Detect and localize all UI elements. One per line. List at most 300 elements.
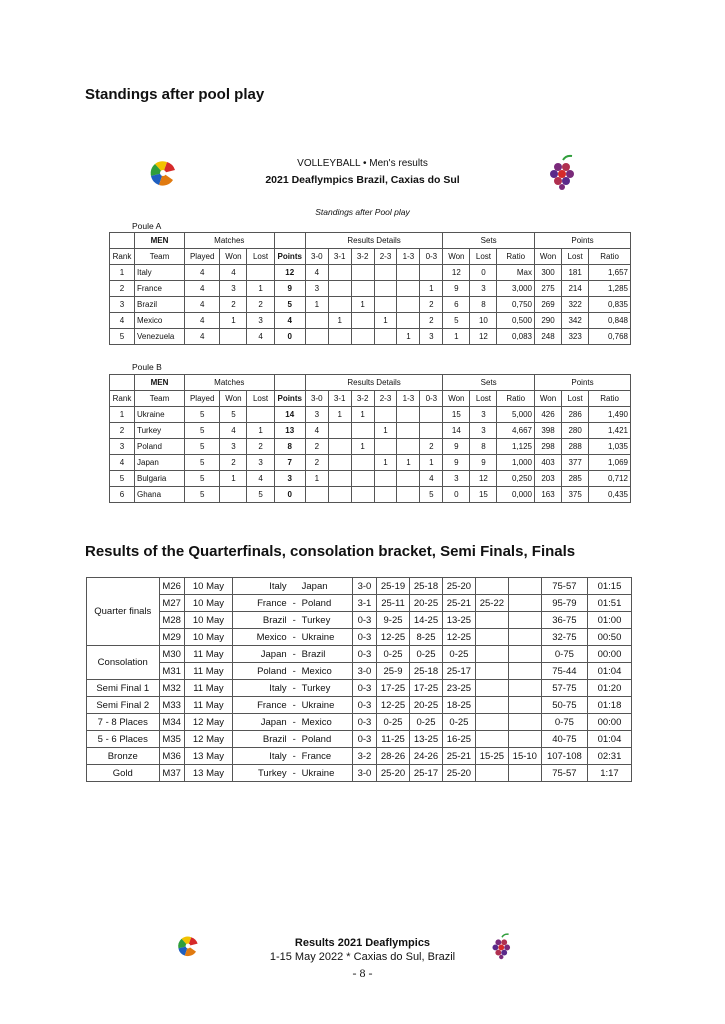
result-away: Turkey (300, 612, 353, 629)
table-cell: 12 (470, 329, 497, 345)
table-cell: 163 (535, 487, 562, 503)
table-row (110, 329, 631, 345)
table-cell (328, 423, 351, 439)
table-cell: 5 (247, 487, 274, 503)
table-cell: Turkey (135, 423, 185, 439)
table-cell (328, 281, 351, 297)
result-s5 (508, 680, 541, 697)
table-cell: 0,835 (589, 297, 631, 313)
table-cell: 4 (305, 423, 328, 439)
table-row (110, 471, 631, 487)
table-cell: 12 (274, 265, 305, 281)
stage-label: Consolation (87, 646, 160, 680)
table-cell: 2 (305, 439, 328, 455)
table-cell (374, 471, 397, 487)
table-cell (351, 313, 374, 329)
table-cell: Max (497, 265, 535, 281)
result-s2: 13-25 (410, 731, 443, 748)
table-cell: 1 (420, 455, 443, 471)
result-time: 01:51 (587, 595, 631, 612)
table-cell: 5 (185, 407, 220, 423)
table-cell: 4 (185, 265, 220, 281)
group-header-sets: Sets (443, 375, 535, 391)
result-date: 10 May (184, 578, 232, 595)
result-s2: 20-25 (410, 595, 443, 612)
column-header: 3-1 (328, 249, 351, 265)
table-cell: 0,500 (497, 313, 535, 329)
table-cell: 322 (562, 297, 589, 313)
result-away: Turkey (300, 680, 353, 697)
result-s1: 9-25 (377, 612, 410, 629)
table-cell (397, 423, 420, 439)
result-home: Mexico (233, 629, 289, 646)
result-s5 (508, 731, 541, 748)
table-cell: 1 (374, 423, 397, 439)
result-time: 00:00 (587, 714, 631, 731)
table-cell: 288 (562, 439, 589, 455)
table-cell: 377 (562, 455, 589, 471)
results-title: Results of the Quarterfinals, consolation bracket, Semi Finals, Finals (85, 543, 576, 560)
result-s1: 12-25 (377, 697, 410, 714)
table-cell: 4 (274, 313, 305, 329)
table-cell (397, 313, 420, 329)
result-s4 (475, 714, 508, 731)
result-sep: - (289, 680, 300, 697)
result-date: 13 May (184, 765, 232, 782)
table-cell: 8 (470, 297, 497, 313)
table-row (110, 297, 631, 313)
header-line-2: 2021 Deaflympics Brazil, Caxias do Sul (265, 174, 460, 186)
table-cell (397, 487, 420, 503)
stage-label: Quarter finals (87, 578, 160, 646)
column-header: Played (185, 249, 220, 265)
result-points: 0-75 (541, 714, 587, 731)
table-cell: 0,250 (497, 471, 535, 487)
pool-b-label: Poule B (132, 362, 162, 372)
table-cell: 15 (470, 487, 497, 503)
result-time: 01:18 (587, 697, 631, 714)
table-cell: 0 (470, 265, 497, 281)
table-cell: 9 (443, 281, 470, 297)
result-time: 01:00 (587, 612, 631, 629)
table-cell (374, 439, 397, 455)
table-cell: 403 (535, 455, 562, 471)
group-header-matches: Matches (185, 375, 275, 391)
table-cell: 0,712 (589, 471, 631, 487)
result-s4: 15-25 (475, 748, 508, 765)
column-header: Won (443, 249, 470, 265)
result-s4 (475, 697, 508, 714)
result-date: 10 May (184, 612, 232, 629)
table-cell: 1 (110, 265, 135, 281)
table-cell: 1 (351, 439, 374, 455)
result-s5 (508, 765, 541, 782)
result-home: Italy (233, 680, 289, 697)
result-s1: 0-25 (377, 714, 410, 731)
table-cell (351, 329, 374, 345)
column-header: Ratio (589, 249, 631, 265)
table-cell: 3 (420, 329, 443, 345)
result-date: 11 May (184, 680, 232, 697)
result-points: 50-75 (541, 697, 587, 714)
result-s1: 25-20 (377, 765, 410, 782)
table-cell (397, 281, 420, 297)
result-time: 1:17 (587, 765, 631, 782)
stage-label: Semi Final 1 (87, 680, 160, 697)
table-cell: 2 (420, 297, 443, 313)
table-cell: 426 (535, 407, 562, 423)
table-cell: 280 (562, 423, 589, 439)
table-cell: 3 (110, 439, 135, 455)
table-cell: 3 (470, 423, 497, 439)
result-s1: 25-9 (377, 663, 410, 680)
results-table (86, 577, 632, 782)
result-s4 (475, 680, 508, 697)
result-score: 0-3 (352, 680, 376, 697)
group-header-points_blank (274, 233, 305, 249)
result-away: Ukraine (300, 697, 353, 714)
table-cell (351, 487, 374, 503)
table-cell: 375 (562, 487, 589, 503)
result-s5 (508, 646, 541, 663)
result-s2: 0-25 (410, 646, 443, 663)
result-s5 (508, 697, 541, 714)
table-cell (305, 329, 328, 345)
table-cell (220, 487, 247, 503)
result-sep: - (289, 731, 300, 748)
column-header: Ratio (497, 391, 535, 407)
page-number: - 8 - (352, 966, 373, 980)
column-header: Played (185, 391, 220, 407)
table-cell: 2 (220, 455, 247, 471)
table-cell: 2 (110, 423, 135, 439)
result-away: Ukraine (300, 629, 353, 646)
result-s5 (508, 629, 541, 646)
table-cell (328, 439, 351, 455)
table-cell: Mexico (135, 313, 185, 329)
column-header: Lost (247, 391, 274, 407)
result-s4: 25-22 (475, 595, 508, 612)
table-cell: 9 (274, 281, 305, 297)
column-header: Rank (110, 249, 135, 265)
result-home: Turkey (233, 765, 289, 782)
result-date: 13 May (184, 748, 232, 765)
table-cell: 5 (185, 471, 220, 487)
table-cell (328, 487, 351, 503)
table-cell: 269 (535, 297, 562, 313)
result-s3: 25-20 (442, 578, 475, 595)
group-header-points: Points (535, 375, 631, 391)
result-s1: 25-11 (377, 595, 410, 612)
result-score: 3-0 (352, 663, 376, 680)
table-row (110, 313, 631, 329)
table-cell (397, 265, 420, 281)
column-header: Lost (562, 249, 589, 265)
column-header: Team (135, 249, 185, 265)
result-points: 75-57 (541, 765, 587, 782)
result-match: M33 (159, 697, 184, 714)
result-points: 95-79 (541, 595, 587, 612)
result-points: 75-44 (541, 663, 587, 680)
column-header: Ratio (589, 391, 631, 407)
table-cell: 5 (420, 487, 443, 503)
table-cell: 5 (110, 329, 135, 345)
result-sep: - (289, 646, 300, 663)
table-cell: 290 (535, 313, 562, 329)
result-s3: 23-25 (442, 680, 475, 697)
result-s1: 17-25 (377, 680, 410, 697)
result-time: 02:31 (587, 748, 631, 765)
table-cell (351, 471, 374, 487)
table-cell: 1,421 (589, 423, 631, 439)
result-sep: - (289, 612, 300, 629)
table-cell (328, 297, 351, 313)
table-cell (374, 487, 397, 503)
table-cell (328, 471, 351, 487)
table-cell: 3 (247, 313, 274, 329)
table-cell (351, 265, 374, 281)
result-s4 (475, 646, 508, 663)
table-cell: 1,490 (589, 407, 631, 423)
result-s4 (475, 765, 508, 782)
result-points: 57-75 (541, 680, 587, 697)
table-cell: 275 (535, 281, 562, 297)
table-cell: 3 (470, 407, 497, 423)
table-cell: 1 (443, 329, 470, 345)
result-score: 3-1 (352, 595, 376, 612)
table-cell: 1,000 (497, 455, 535, 471)
table-cell (397, 471, 420, 487)
result-time: 00:00 (587, 646, 631, 663)
result-s3: 25-21 (442, 748, 475, 765)
table-cell (351, 455, 374, 471)
table-cell: 4 (247, 471, 274, 487)
column-header: 3-0 (305, 391, 328, 407)
table-cell: 1 (397, 329, 420, 345)
table-cell: 10 (470, 313, 497, 329)
result-home: Italy (233, 748, 289, 765)
result-home: Poland (233, 663, 289, 680)
table-cell: 3 (110, 297, 135, 313)
table-cell (328, 329, 351, 345)
result-row (87, 680, 632, 697)
table-cell: 0,435 (589, 487, 631, 503)
table-cell: 1 (328, 407, 351, 423)
group-header-matches: Matches (185, 233, 275, 249)
result-away: Mexico (300, 663, 353, 680)
table-row (110, 281, 631, 297)
header-subtitle: Standings after Pool play (315, 207, 410, 217)
result-home: France (233, 697, 289, 714)
result-row (87, 731, 632, 748)
result-s1: 11-25 (377, 731, 410, 748)
table-cell: 1 (247, 423, 274, 439)
result-s3: 25-17 (442, 663, 475, 680)
result-sep: - (289, 714, 300, 731)
table-cell (220, 329, 247, 345)
result-row (87, 646, 632, 663)
result-away: Ukraine (300, 765, 353, 782)
result-row (87, 663, 632, 680)
result-score: 3-0 (352, 578, 376, 595)
table-cell: 14 (274, 407, 305, 423)
header-empty (110, 233, 135, 249)
table-cell: 2 (305, 455, 328, 471)
table-cell (247, 407, 274, 423)
pool-b-standings-table (109, 374, 631, 503)
pool-a-standings-table (109, 232, 631, 345)
group-header-sets: Sets (443, 233, 535, 249)
table-cell: 5 (274, 297, 305, 313)
table-cell: 0 (443, 487, 470, 503)
table-cell: 3 (220, 281, 247, 297)
column-header: Won (535, 391, 562, 407)
table-cell: 2 (110, 281, 135, 297)
column-header: Won (535, 249, 562, 265)
result-row (87, 697, 632, 714)
table-cell: 5 (110, 471, 135, 487)
table-cell: 15 (443, 407, 470, 423)
result-row (87, 765, 632, 782)
result-s3: 0-25 (442, 646, 475, 663)
result-points: 0-75 (541, 646, 587, 663)
table-cell: 7 (274, 455, 305, 471)
table-cell (351, 281, 374, 297)
table-cell (397, 297, 420, 313)
table-cell: Ghana (135, 487, 185, 503)
group-header-results_details: Results Details (305, 233, 442, 249)
table-cell: 3 (220, 439, 247, 455)
group-header-men: MEN (135, 233, 185, 249)
table-cell (305, 487, 328, 503)
header-line-1: VOLLEYBALL • Men's results (297, 158, 428, 169)
table-cell: Venezuela (135, 329, 185, 345)
table-cell: 2 (247, 297, 274, 313)
table-cell (374, 297, 397, 313)
pool-a-label: Poule A (132, 221, 162, 231)
table-cell: 5,000 (497, 407, 535, 423)
column-header: Won (443, 391, 470, 407)
result-s5 (508, 714, 541, 731)
result-date: 10 May (184, 595, 232, 612)
footer-dates: 1-15 May 2022 * Caxias do Sul, Brazil (269, 951, 456, 963)
table-cell: 6 (110, 487, 135, 503)
result-points: 36-75 (541, 612, 587, 629)
result-row (87, 595, 632, 612)
table-cell: 5 (443, 313, 470, 329)
table-cell: 286 (562, 407, 589, 423)
result-sep: - (289, 629, 300, 646)
column-header: 2-3 (374, 249, 397, 265)
table-row (110, 455, 631, 471)
table-cell (374, 407, 397, 423)
table-cell: 1,035 (589, 439, 631, 455)
result-time: 01:04 (587, 663, 631, 680)
column-header: Team (135, 391, 185, 407)
table-cell: 0,000 (497, 487, 535, 503)
result-s2: 20-25 (410, 697, 443, 714)
table-cell: 1 (374, 313, 397, 329)
table-cell: 4 (247, 329, 274, 345)
table-row (110, 265, 631, 281)
table-cell (397, 407, 420, 423)
table-cell: 342 (562, 313, 589, 329)
column-header: Lost (470, 391, 497, 407)
table-cell: 4 (185, 281, 220, 297)
table-cell (328, 455, 351, 471)
result-s2: 25-18 (410, 663, 443, 680)
table-cell (351, 423, 374, 439)
result-s4 (475, 663, 508, 680)
result-date: 11 May (184, 646, 232, 663)
table-cell: 203 (535, 471, 562, 487)
result-s2: 25-18 (410, 578, 443, 595)
result-sep (289, 578, 300, 595)
table-cell: 214 (562, 281, 589, 297)
column-header: Lost (247, 249, 274, 265)
table-cell: 1 (397, 455, 420, 471)
result-time: 01:15 (587, 578, 631, 595)
table-cell: 14 (443, 423, 470, 439)
table-cell: 3 (305, 407, 328, 423)
result-s5 (508, 595, 541, 612)
table-cell: 9 (470, 455, 497, 471)
table-cell: 4 (110, 313, 135, 329)
table-cell: 4 (305, 265, 328, 281)
table-cell: 12 (470, 471, 497, 487)
table-cell: 8 (274, 439, 305, 455)
table-cell: 3 (305, 281, 328, 297)
table-cell: 3 (470, 281, 497, 297)
result-score: 0-3 (352, 731, 376, 748)
group-header-results_details: Results Details (305, 375, 442, 391)
table-cell: 1 (305, 297, 328, 313)
table-cell (374, 281, 397, 297)
table-cell (397, 439, 420, 455)
table-cell: 5 (185, 439, 220, 455)
column-header: Points (274, 249, 305, 265)
table-cell: 5 (185, 423, 220, 439)
table-cell: 13 (274, 423, 305, 439)
column-header: Lost (470, 249, 497, 265)
stage-label: Semi Final 2 (87, 697, 160, 714)
table-cell: Italy (135, 265, 185, 281)
table-row (110, 487, 631, 503)
column-header: 3-2 (351, 249, 374, 265)
table-cell (247, 265, 274, 281)
result-date: 11 May (184, 697, 232, 714)
table-cell: 1 (351, 407, 374, 423)
result-score: 0-3 (352, 629, 376, 646)
table-cell: 4 (220, 423, 247, 439)
table-cell: 4,667 (497, 423, 535, 439)
result-score: 0-3 (352, 697, 376, 714)
result-s3: 12-25 (442, 629, 475, 646)
result-time: 01:20 (587, 680, 631, 697)
table-cell: 1 (374, 455, 397, 471)
result-sep: - (289, 697, 300, 714)
result-row (87, 612, 632, 629)
table-cell: 0,768 (589, 329, 631, 345)
result-score: 0-3 (352, 612, 376, 629)
stage-label: Bronze (87, 748, 160, 765)
column-header: 2-3 (374, 391, 397, 407)
result-home: Brazil (233, 731, 289, 748)
result-s4 (475, 578, 508, 595)
table-cell (374, 265, 397, 281)
result-score: 0-3 (352, 714, 376, 731)
table-cell: 0 (274, 487, 305, 503)
